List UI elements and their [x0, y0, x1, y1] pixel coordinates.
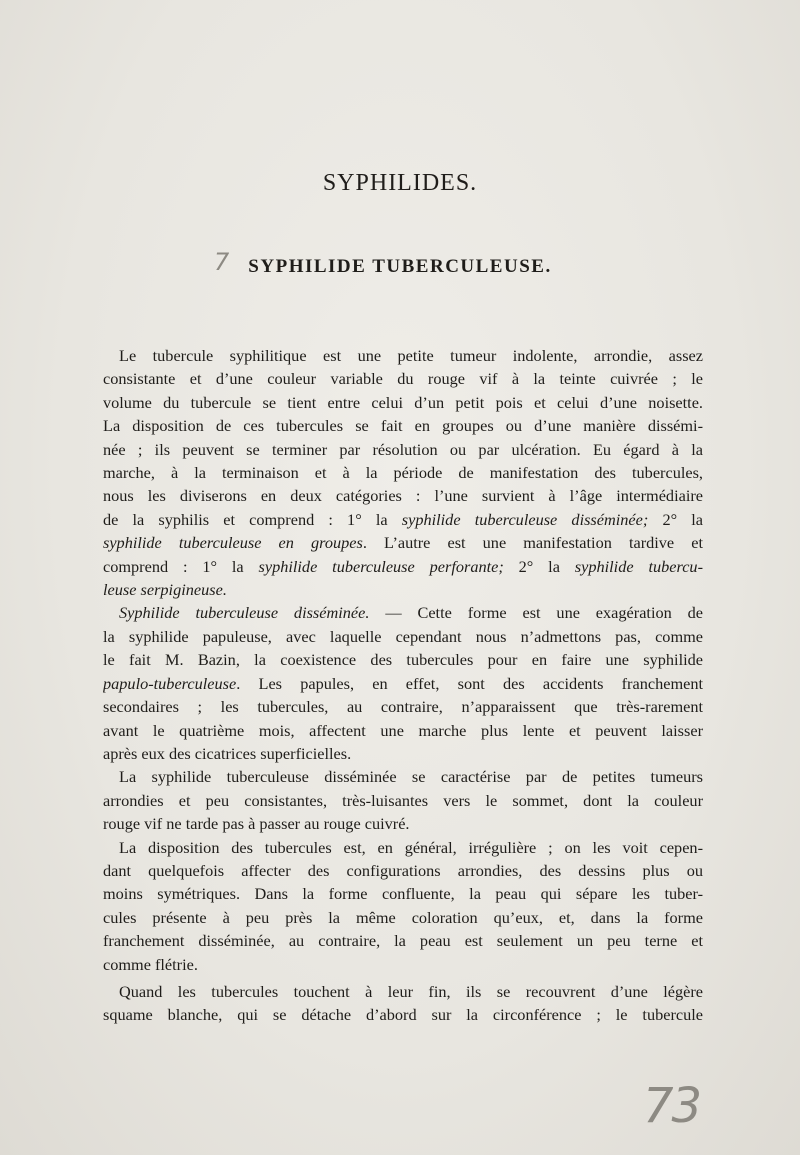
italic-term: syphilide tubercu-	[574, 556, 703, 576]
text-line: franchement disséminée, au contraire, la peau est seulement un peu terne et	[103, 931, 703, 951]
italic-term: Syphilide tuberculeuse disséminée.	[119, 603, 370, 623]
text-line: volume du tubercule se tient entre celui d’un petit pois et celui d’une noisette.	[103, 392, 703, 412]
text-segment: . Les papules, en effet, sont des accidents franchement	[236, 673, 703, 693]
text-segment: comprend : 1° la	[103, 556, 259, 576]
pencil-annotation-bottom: 73	[643, 1078, 701, 1134]
paragraph-1	[103, 344, 703, 601]
italic-term: syphilide tuberculeuse disséminée;	[401, 509, 649, 529]
text-line: comme flétrie.	[103, 954, 198, 974]
text-line: arrondies et peu consistantes, très-luisantes vers le sommet, dont la couleur	[103, 790, 703, 810]
text-line: marche, à la terminaison et à la période de manifestation des tubercules,	[103, 463, 703, 483]
paragraph-2	[103, 601, 703, 765]
text-line: secondaires ; les tubercules, au contraire, n’apparaissent que très-rarement	[103, 697, 703, 717]
text-line: Quand les tubercules touchent à leur fin, ils se recouvrent d’une légère	[119, 981, 703, 1001]
text-line: consistante et d’une couleur variable du rouge vif à la teinte cuivrée ; le	[103, 369, 703, 389]
text-segment: — Cette forme est une exagération de	[369, 603, 703, 623]
paragraph-3	[103, 765, 703, 835]
text-line: Le tubercule syphilitique est une petite tumeur indolente, arrondie, assez	[119, 346, 703, 365]
text-line: avant le quatrième mois, affectent une marche plus lente et peuvent laisser	[103, 720, 703, 740]
pencil-annotation-top: 7	[214, 248, 230, 276]
text-line: après eux des cicatrices superficielles.	[103, 743, 352, 763]
section-subtitle: SYPHILIDE TUBERCULEUSE.	[248, 256, 552, 277]
text-line	[103, 555, 703, 578]
italic-term: papulo-tuberculeuse	[103, 673, 237, 693]
text-line: La disposition des tubercules est, en général, irrégulière ; on les voit cepen-	[119, 837, 703, 857]
text-segment: . L’autre est une manifestation tardive et	[362, 533, 703, 553]
paragraph-5	[103, 980, 703, 1027]
text-line: La disposition de ces tubercules se fait en groupes ou d’une manière dissémi-	[103, 416, 703, 436]
text-line: dant quelquefois affecter des configurations arrondies, des dessins plus ou	[103, 860, 703, 880]
text-line: le fait M. Bazin, la coexistence des tubercules pour en faire une syphilide	[103, 650, 703, 670]
text-line: moins symétriques. Dans la forme confluente, la peau qui sépare les tuber-	[103, 884, 703, 904]
text-line: née ; ils peuvent se terminer par résolution ou par ulcération. Eu égard à la	[103, 439, 703, 459]
italic-term: syphilide tuberculeuse perforante;	[258, 556, 504, 576]
text-line	[103, 578, 703, 601]
text-line: nous les diviserons en deux catégories : l’une survient à l’âge intermédiaire	[103, 486, 703, 506]
italic-term: leuse serpigineuse.	[103, 580, 227, 600]
text-line: La syphilide tuberculeuse disséminée se caractérise par de petites tumeurs	[119, 767, 703, 787]
text-segment: de la syphilis et comprend : 1° la	[103, 509, 402, 529]
text-line: cules présente à peu près la même coloration qu’eux, et, dans la forme	[103, 907, 703, 927]
text-line: la syphilide papuleuse, avec laquelle cependant nous n’admettons pas, comme	[103, 626, 703, 646]
text-line	[103, 508, 703, 531]
text-segment: 2° la	[648, 509, 703, 529]
text-line: rouge vif ne tarde pas à passer au rouge cuivré.	[103, 814, 410, 834]
body-text	[103, 344, 703, 1027]
page-title: SYPHILIDES.	[322, 170, 478, 196]
text-line	[103, 601, 703, 624]
text-segment: 2° la	[503, 556, 575, 576]
paragraph-4	[103, 836, 703, 976]
text-line: squame blanche, qui se détache d’abord sur la circonférence ; le tubercule	[103, 1005, 703, 1025]
text-line	[103, 672, 703, 695]
text-line	[103, 531, 703, 554]
italic-term: syphilide tuberculeuse en groupes	[103, 533, 363, 553]
